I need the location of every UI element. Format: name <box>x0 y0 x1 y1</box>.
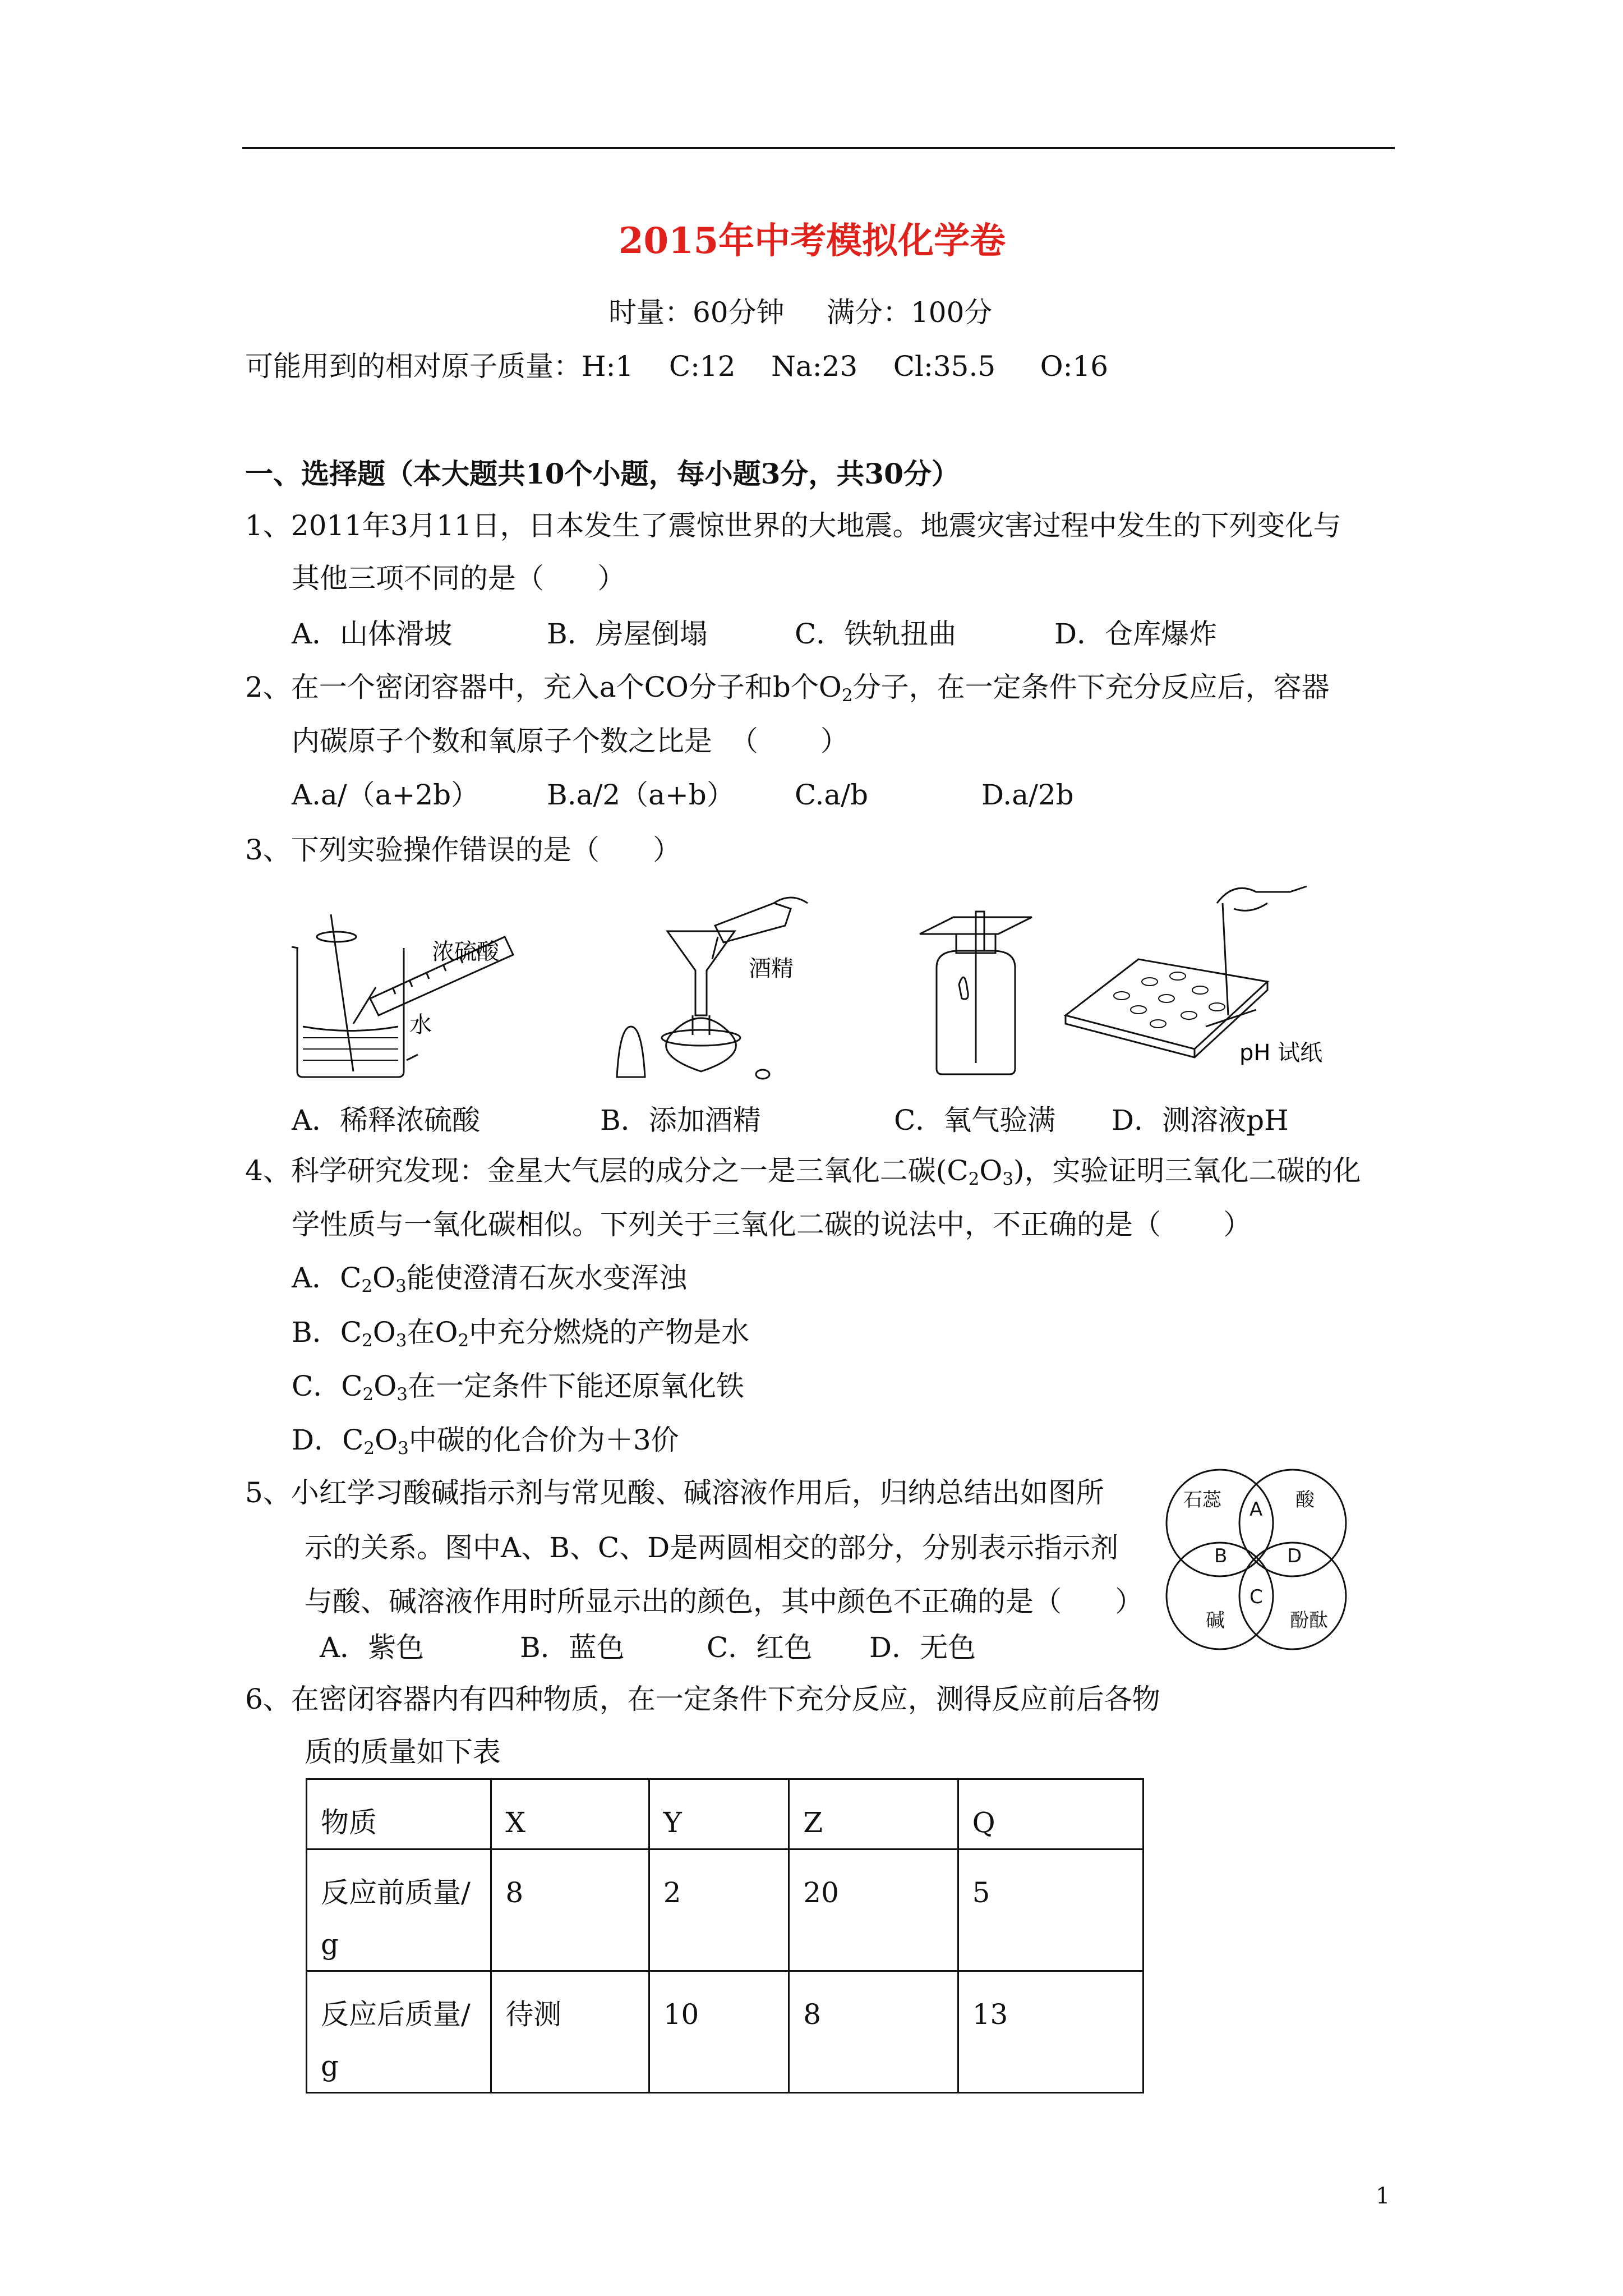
table-row <box>307 1971 1144 2093</box>
venn-label-acid: 酸 <box>1295 1489 1315 1511</box>
q4-option-c-text: 在一定条件下能还原氧化铁 <box>407 1370 744 1402</box>
q3-option-a: A．稀释浓硫酸 <box>292 1104 481 1137</box>
table-cell: 2 <box>649 1849 789 1971</box>
q3-option-d: D．测溶液pH <box>1112 1104 1289 1137</box>
venn-label-phenol: 酚酞 <box>1290 1609 1328 1632</box>
q2-option-c: C.a/b <box>795 779 869 811</box>
q2-option-b: B.a/2（a+b） <box>547 779 735 811</box>
table-cell: 8 <box>491 1849 649 1971</box>
q4-option-a-sub2: 3 <box>395 1276 407 1296</box>
venn-region-d: D <box>1287 1545 1302 1567</box>
q2-line1 <box>245 673 1330 705</box>
figure-ph-test <box>1066 881 1324 1066</box>
q3-option-c: C．氧气验满 <box>894 1104 1056 1137</box>
label-alcohol: 酒精 <box>749 956 794 982</box>
q2-option-a: A.a/（a+2b） <box>292 779 479 811</box>
q4-option-c-sub2: 3 <box>396 1384 408 1405</box>
venn-region-c: C <box>1249 1586 1263 1608</box>
venn-region-a: A <box>1249 1498 1263 1521</box>
q4-option-b-sub1: 2 <box>362 1330 373 1351</box>
indicator-venn-diagram <box>1161 1464 1352 1655</box>
q4-option-a: A．$C_2O_3$能使澄清石灰水变浑浊 <box>292 1262 687 1296</box>
table-cell: Y <box>649 1779 789 1849</box>
mass-table <box>306 1778 1144 2093</box>
q4-option-d: D．$C_2O_3$中碳的化合价为＋3价 <box>292 1424 679 1458</box>
q5-option-b: B．蓝色 <box>520 1631 625 1664</box>
q2-line1-a: 2、在一个密闭容器中，充入a个CO分子和b个O <box>245 671 842 703</box>
q4-line1-a: 4、科学研究发现：金星大气层的成分之一是三氧化二碳(C <box>245 1154 969 1187</box>
q2-line1-sub: 2 <box>841 685 853 706</box>
q4-line1 <box>245 1154 1361 1189</box>
q1-line2: 其他三项不同的是（ ） <box>292 562 626 595</box>
q4-sub2: 3 <box>1002 1168 1014 1189</box>
table-cell: X <box>491 1779 649 1849</box>
q4-line2: 学性质与一氧化碳相似。下列关于三氧化二碳的说法中，不正确的是（ ） <box>292 1208 1252 1241</box>
q2-option-d: D.a/2b <box>981 779 1074 811</box>
q4-option-c-prefix: C．C <box>292 1370 363 1402</box>
table-cell: 物质 <box>307 1779 491 1849</box>
q4-option-b-text-a: 在O <box>407 1316 458 1349</box>
table-cell: Z <box>789 1779 958 1849</box>
q5-option-a: A．紫色 <box>320 1631 425 1664</box>
q4-option-a-text: 能使澄清石灰水变浑浊 <box>406 1262 687 1294</box>
q4-option-d-text: 中碳的化合价为＋3价 <box>408 1424 679 1456</box>
top-rule <box>242 147 1395 149</box>
label-ph-paper: pH 试纸 <box>1239 1040 1323 1066</box>
q2-line2: 内碳原子个数和氧原子个数之比是 （ ） <box>292 725 849 757</box>
q4-option-a-sub1: 2 <box>361 1276 373 1296</box>
q6-line2: 质的质量如下表 <box>305 1736 501 1768</box>
q1-option-c: C．铁轨扭曲 <box>795 618 957 650</box>
q5-option-c: C．红色 <box>707 1631 813 1664</box>
q1-option-a: A．山体滑坡 <box>292 618 453 650</box>
q4-option-b-prefix: B．C <box>292 1316 362 1349</box>
q5-line1: 5、小红学习酸碱指示剂与常见酸、碱溶液作用后，归纳总结出如图所 <box>245 1476 1104 1509</box>
q1-option-b: B．房屋倒塌 <box>547 618 708 650</box>
q4-line1-b: )，实验证明三氧化二碳的化 <box>1013 1154 1361 1187</box>
q5-line3: 与酸、碱溶液作用时所显示出的颜色，其中颜色不正确的是（ ） <box>305 1585 1144 1618</box>
page-number: 1 <box>1376 2183 1390 2209</box>
q4-line1-mid: O <box>979 1154 1003 1187</box>
q4-option-c: C．$C_2O_3$在一定条件下能还原氧化铁 <box>292 1370 744 1405</box>
q1-option-d: D．仓库爆炸 <box>1054 618 1218 650</box>
table-cell: 20 <box>789 1849 958 1971</box>
q4-option-d-sub2: 3 <box>398 1438 409 1458</box>
table-cell: 反应前质量/g <box>307 1849 491 1971</box>
table-cell: 13 <box>958 1971 1143 2093</box>
venn-label-base: 碱 <box>1206 1609 1225 1632</box>
exam-time: 时量：60分钟 <box>608 296 785 329</box>
page-title: 2015年中考模拟化学卷 <box>619 220 1006 262</box>
atomic-masses: 可能用到的相对原子质量：H:1 C:12 Na:23 Cl:35.5 O:16 <box>245 350 1109 383</box>
q4-sub1: 2 <box>968 1168 980 1189</box>
q4-option-b-sub2: 3 <box>395 1330 407 1351</box>
figure-add-alcohol <box>606 886 819 1088</box>
table-cell: 10 <box>649 1971 789 2093</box>
table-row <box>307 1849 1144 1971</box>
q4-option-d-sub1: 2 <box>363 1438 375 1458</box>
figure-dilute-acid <box>292 903 527 1083</box>
q5-option-d: D．无色 <box>869 1631 976 1664</box>
label-acid: 浓硫酸 <box>432 939 499 965</box>
q3-option-b: B．添加酒精 <box>600 1104 761 1137</box>
venn-region-b: B <box>1214 1545 1228 1567</box>
q4-option-c-sub1: 2 <box>362 1384 374 1405</box>
venn-label-litmus: 石蕊 <box>1183 1489 1221 1511</box>
q6-line1: 6、在密闭容器内有四种物质，在一定条件下充分反应，测得反应前后各物 <box>245 1683 1160 1715</box>
exam-score: 满分：100分 <box>827 296 993 329</box>
q4-option-b-sub3: 2 <box>458 1330 469 1351</box>
q4-option-b: B．$C_2O_3$在$O_2$中充分燃烧的产物是水 <box>292 1316 750 1351</box>
q4-option-a-prefix: A．C <box>292 1262 362 1294</box>
table-cell: Q <box>958 1779 1143 1849</box>
q1-line1: 1、2011年3月11日，日本发生了震惊世界的大地震。地震灾害过程中发生的下列变化与 <box>245 509 1341 542</box>
q2-line1-b: 分子，在一定条件下充分反应后，容器 <box>852 671 1330 703</box>
q5-line2: 示的关系。图中A、B、C、D是两圆相交的部分，分别表示指示剂 <box>305 1531 1119 1564</box>
table-cell: 反应后质量/g <box>307 1971 491 2093</box>
table-header-row <box>307 1779 1144 1849</box>
table-cell: 待测 <box>491 1971 649 2093</box>
label-water: 水 <box>409 1012 432 1038</box>
table-cell: 8 <box>789 1971 958 2093</box>
q3-line1: 3、下列实验操作错误的是（ ） <box>245 834 681 866</box>
q4-option-d-prefix: D．C <box>292 1424 364 1456</box>
q4-option-b-text-b: 中充分燃烧的产物是水 <box>469 1316 750 1349</box>
figure-oxygen-test <box>920 912 1032 1080</box>
table-cell: 5 <box>958 1849 1143 1971</box>
section-heading: 一、选择题（本大题共10个小题，每小题3分，共30分） <box>245 457 960 490</box>
